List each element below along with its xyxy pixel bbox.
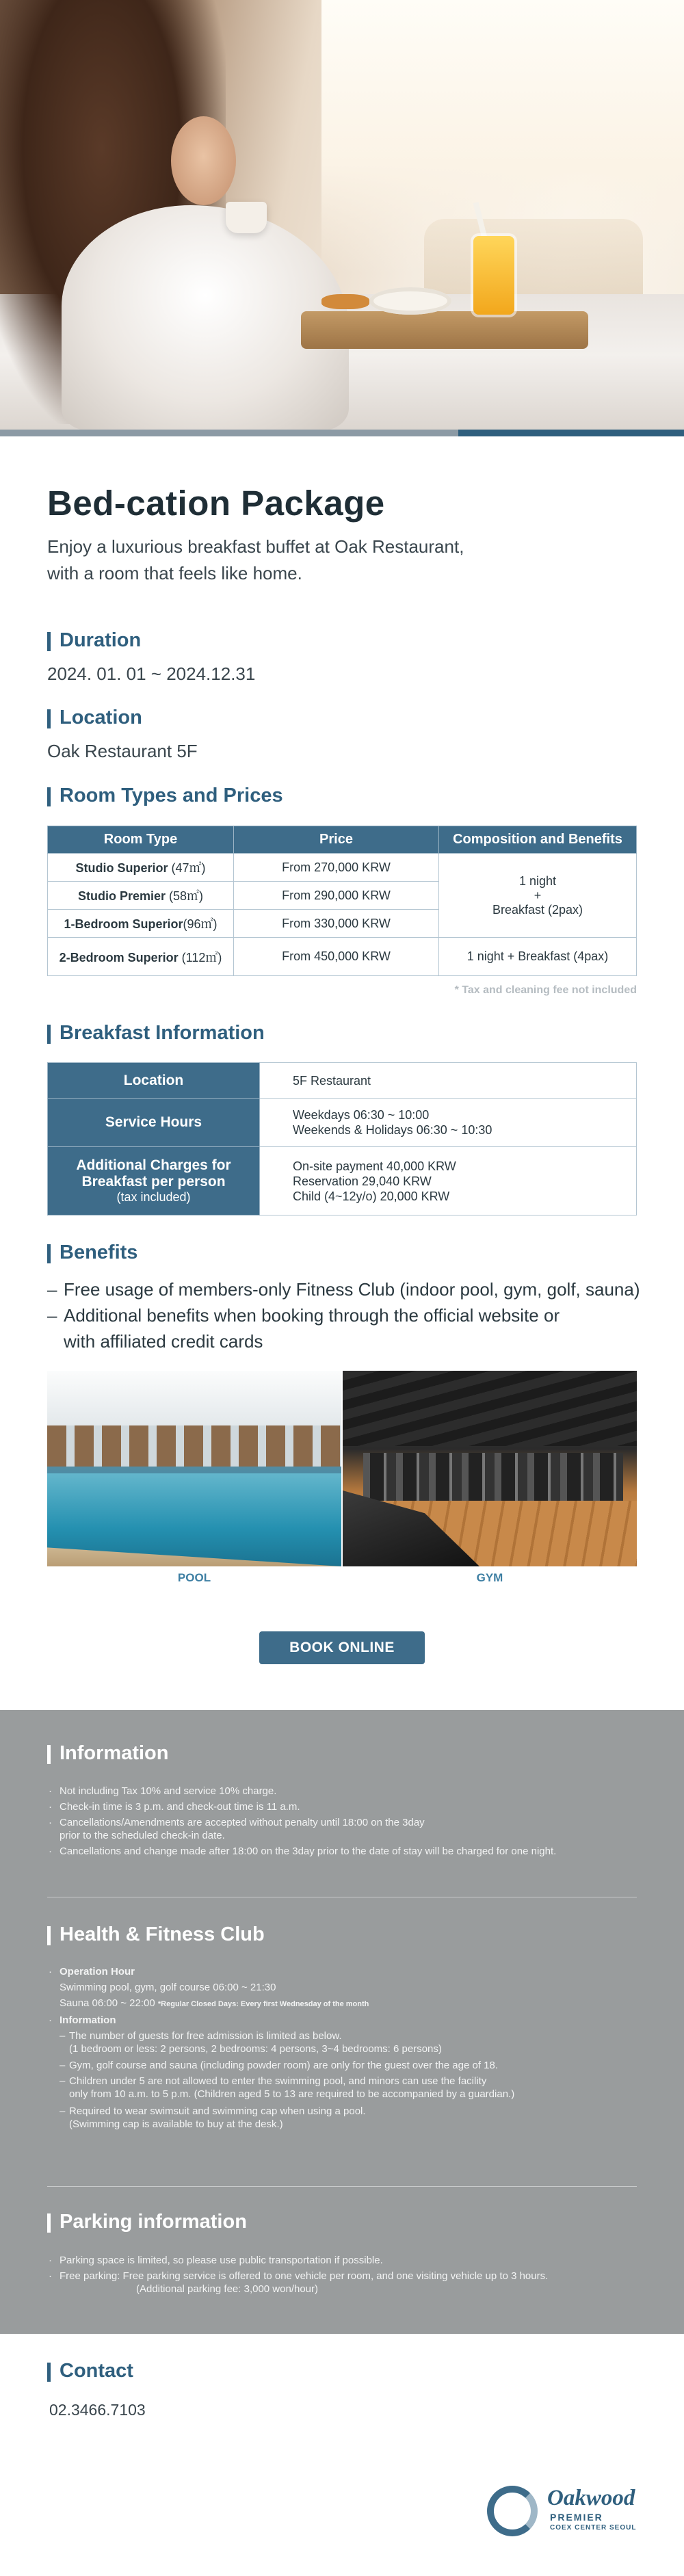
room-type: Studio Superior [75,861,168,875]
benefit-item: – Free usage of members-only Fitness Club (indoor pool, gym, golf, sauna) [47,1276,649,1302]
parking-item: · Free parking: Free parking service is offered to one vehicle per room, and one visiting vehicle up to 3 hours. [47,2270,649,2283]
fitness-rule: – The number of guests for free admission is limited as below. (1 bedroom or less: 2 persons, 2 bedrooms: 4 persons, 3~4 bedrooms: 6 persons) [47,2029,649,2055]
table-row [48,938,637,976]
fitness-info-label: · Information [47,2014,649,2027]
gym-caption: GYM [476,1571,503,1584]
room-price: From 270,000 KRW [234,854,439,882]
page-title: Bed-cation Package [47,484,385,523]
table-row [48,854,637,882]
col-room-type: Room Type [48,826,234,854]
location-heading: Location [47,707,142,729]
room-size: (58㎡) [169,889,204,903]
fitness-rule: – Children under 5 are not allowed to enter the swimming pool, and minors can use the facility only from 10 a.m. to 5 p.m. (Children aged 5 to 13 are required to be accompanied by a guardian.) [47,2075,649,2101]
fitness-rule: – Gym, golf course and sauna (including powder room) are only for the guest over the age of 18. [47,2059,649,2072]
room-size: (47㎡) [171,861,206,875]
room-type: 2-Bedroom Superior [59,950,179,964]
hero-accent-bar-grey [0,430,458,436]
breakfast-location-value: 5F Restaurant [260,1063,637,1099]
parking-item: · Parking space is limited, so please use public transportation if possible. [47,2254,649,2267]
fitness-rule: – Required to wear swimsuit and swimming cap when using a pool. (Swimming cap is available to buy at the desk.) [47,2105,649,2131]
divider [47,2186,637,2187]
duration-heading: Duration [47,629,141,652]
parking-item-cont: (Additional parking fee: 3,000 won/hour) [136,2283,319,2295]
info-item: · Cancellations/Amendments are accepted without penalty until 18:00 on the 3day [47,1816,649,1829]
room-type: Studio Premier [77,889,166,903]
room-size: (96㎡) [183,917,218,931]
gym-photo [343,1371,637,1566]
hero-image [0,0,684,430]
rooms-heading: Room Types and Prices [47,785,283,807]
room-price: From 330,000 KRW [234,910,439,938]
parking-heading: Parking information [47,2211,247,2233]
breakfast-heading: Breakfast Information [47,1022,265,1044]
operation-hour-label: · Operation Hour [47,1965,649,1978]
charges-label: Additional Charges for Breakfast per person (tax included) [48,1147,260,1215]
book-online-button[interactable]: BOOK ONLINE [259,1631,425,1664]
info-item: · Check-in time is 3 p.m. and check-out time is 11 a.m. [47,1800,649,1813]
benefit-item: – Additional benefits when booking through the official website or with affiliated credit cards [47,1302,649,1354]
info-item: · Not including Tax 10% and service 10% charge. [47,1785,649,1798]
tax-note: * Tax and cleaning fee not included [454,984,637,996]
contact-phone[interactable]: 02.3466.7103 [49,2401,146,2419]
oakwood-logo: Oakwood PREMIER COEX CENTER SEOUL [487,2483,637,2540]
charges-value: On-site payment 40,000 KRW Reservation 29,040 KRW Child (4~12y/o) 20,000 KRW [260,1147,637,1215]
operation-hour-sauna: Sauna 06:00 ~ 22:00 *Regular Closed Days: Every first Wednesday of the month [60,1997,369,2009]
intro-line-2: with a room that feels like home. [47,563,302,583]
duration-value: 2024. 01. 01 ~ 2024.12.31 [47,663,256,684]
information-heading: Information [47,1742,169,1765]
room-size: (112㎡) [181,950,222,964]
breakfast-tray [301,311,588,349]
room-benefit: 1 night + Breakfast (2pax) [439,854,637,938]
coffee-cup [226,202,267,233]
oakwood-logo-icon [487,2486,538,2536]
info-item-cont: prior to the scheduled check-in date. [60,1830,225,1841]
room-price-table [47,826,637,976]
col-composition: Composition and Benefits [439,826,637,854]
room-price: From 450,000 KRW [234,938,439,976]
benefits-heading: Benefits [47,1241,137,1264]
fitness-heading: Health & Fitness Club [47,1923,265,1946]
operation-hour-line: Swimming pool, gym, golf course 06:00 ~ 21:30 [60,1982,276,1993]
info-item: · Cancellations and change made after 18:00 on the 3day prior to the date of stay will be charged for one night. [47,1845,649,1858]
room-price: From 290,000 KRW [234,882,439,910]
location-value: Oak Restaurant 5F [47,741,198,761]
service-hours-value: Weekdays 06:30 ~ 10:00 Weekends & Holidays 06:30 ~ 10:30 [260,1099,637,1147]
col-price: Price [234,826,439,854]
contact-heading: Contact [47,2360,133,2382]
pool-photo [47,1371,341,1566]
orange-juice [473,236,514,315]
room-type: 1-Bedroom Superior [64,917,183,931]
pool-caption: POOL [177,1571,211,1584]
breakfast-location-label: Location [48,1063,260,1099]
intro-line-1: Enjoy a luxurious breakfast buffet at Oak Restaurant, [47,536,464,557]
room-benefit: 1 night + Breakfast (4pax) [439,938,637,976]
breakfast-table [47,1062,637,1215]
service-hours-label: Service Hours [48,1099,260,1147]
